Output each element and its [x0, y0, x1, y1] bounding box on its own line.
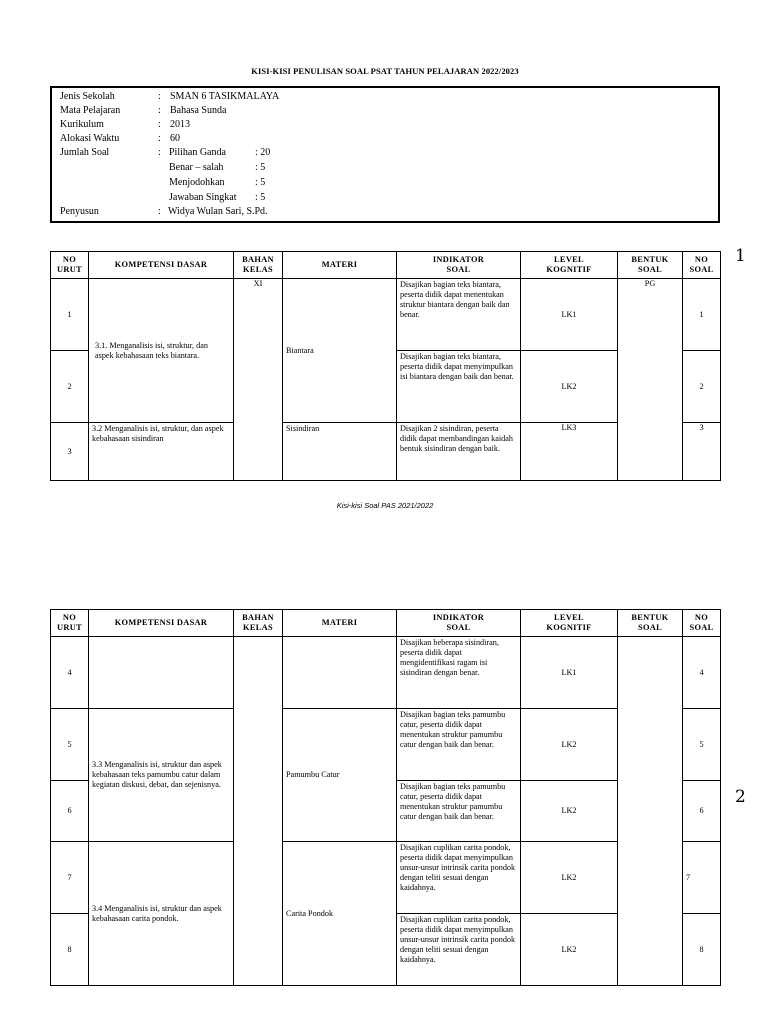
header-bahan-kelas: BAHAN KELAS [234, 252, 283, 279]
cell-materi: Biantara [283, 279, 397, 423]
cell-level-kognitif: LK1 [521, 637, 618, 709]
cell-no-soal: 4 [683, 637, 721, 709]
cell-level-kognitif: LK2 [521, 709, 618, 781]
cell-indikator: Disajikan bagian teks biantara, peserta didik dapat menentukan struktur biantara dengan baik dan benar. [397, 279, 521, 351]
cell-level-kognitif: LK2 [521, 842, 618, 914]
table-row [51, 637, 721, 709]
cell-level-kognitif: LK3 [521, 423, 618, 481]
header-bentuk-soal: BENTUK SOAL [618, 252, 683, 279]
cell-no-urut: 4 [51, 637, 89, 709]
cell-no-urut: 6 [51, 781, 89, 842]
cell-level-kognitif: LK1 [521, 279, 618, 351]
header-no-urut: NO URUT [51, 610, 89, 637]
cell-kompetensi-dasar: 3.3 Menganalisis isi, struktur dan aspek kebahasaan teks pamumbu catur dalam kegiatan diskusi, debat, dan sejenisnya. [89, 709, 234, 842]
cell-kompetensi-dasar [89, 637, 234, 709]
header-level-kognitif: LEVEL KOGNITIF [521, 252, 618, 279]
table-row [51, 279, 721, 351]
header-no-soal: NO SOAL [683, 610, 721, 637]
cell-no-soal: 3 [683, 423, 721, 481]
header-bahan-kelas: BAHAN KELAS [234, 610, 283, 637]
page-footer: Kisi-kisi Soal PAS 2021/2022 [336, 501, 434, 510]
cell-bentuk-soal [618, 637, 683, 986]
cell-indikator: Disajikan beberapa sisindiran, peserta didik dapat mengidentifikasi ragam isi sisindiran dengan benar. [397, 637, 521, 709]
kisi-kisi-table-2 [50, 609, 721, 986]
cell-indikator: Disajikan 2 sisindiran, peserta didik dapat membandingan kaidah bentuk sisindiran dengan baik. [397, 423, 521, 481]
cell-materi: Sisindiran [283, 423, 397, 481]
cell-kompetensi-dasar: 3.1. Menganalisis isi, struktur, dan aspek kebahasaan teks biantara. [89, 279, 234, 423]
header-indikator-soal: INDIKATOR SOAL [397, 610, 521, 637]
cell-indikator: Disajikan cuplikan carita pondok, peserta didik dapat menyimpulkan unsur-unsur intrinsik carita pondok dengan teliti sesuai dengan kaidahnya. [397, 914, 521, 986]
identity-box: Jenis Sekolah : SMAN 6 TASIKMALAYA Mata Pelajaran : Bahasa Sunda Kurikulum : 2013 Alokasi Waktu : 60 Jumlah Soal : Pilihan Ganda : 20 Benar – salah : 5 Menjodohkan : 5 Jawaban Singkat : 5 Penyusun : Widya Wulan Sari, S.Pd. [50, 86, 720, 223]
page-number-1: 1 [735, 246, 746, 266]
cell-no-urut: 3 [51, 423, 89, 481]
cell-no-urut: 1 [51, 279, 89, 351]
cell-no-urut: 7 [51, 842, 89, 914]
cell-kompetensi-dasar: 3.4 Menganalisis isi, struktur dan aspek kebahasaan carita pondok. [89, 842, 234, 986]
cell-indikator: Disajikan bagian teks pamumbu catur, peserta didik dapat menentukan struktur pamumbu catur dengan baik dan benar. [397, 709, 521, 781]
cell-no-soal: 1 [683, 279, 721, 351]
cell-no-soal: 5 [683, 709, 721, 781]
cell-materi: Pamumbu Catur [283, 709, 397, 842]
table-header-row [51, 610, 721, 637]
header-kompetensi-dasar: KOMPETENSI DASAR [89, 252, 234, 279]
page-number-2: 2 [735, 787, 746, 807]
header-bentuk-soal: BENTUK SOAL [618, 610, 683, 637]
header-kompetensi-dasar: KOMPETENSI DASAR [89, 610, 234, 637]
cell-materi [283, 637, 397, 709]
kisi-kisi-table-1 [50, 251, 721, 481]
table-header-row [51, 252, 721, 279]
header-indikator-soal: INDIKATOR SOAL [397, 252, 521, 279]
document-title: KISI-KISI PENULISAN SOAL PSAT TAHUN PELAJARAN 2022/2023 [251, 66, 519, 76]
cell-level-kognitif: LK2 [521, 351, 618, 423]
header-level-kognitif: LEVEL KOGNITIF [521, 610, 618, 637]
header-materi: MATERI [283, 252, 397, 279]
cell-no-soal: 2 [683, 351, 721, 423]
cell-no-soal: 8 [683, 914, 721, 986]
cell-no-soal: 7 [683, 842, 721, 914]
cell-no-urut: 5 [51, 709, 89, 781]
header-no-soal: NO SOAL [683, 252, 721, 279]
cell-bahan-kelas: XI [234, 279, 283, 481]
cell-bahan-kelas [234, 637, 283, 986]
cell-kompetensi-dasar: 3.2 Menganalisis isi, struktur, dan aspek kebahasaan sisindiran [89, 423, 234, 481]
cell-bentuk-soal: PG [618, 279, 683, 481]
cell-indikator: Disajikan bagian teks biantara, peserta didik dapat menyimpulkan isi biantara dengan baik dan benar. [397, 351, 521, 423]
cell-no-urut: 2 [51, 351, 89, 423]
header-materi: MATERI [283, 610, 397, 637]
cell-indikator: Disajikan cuplikan carita pondok, peserta didik dapat menyimpulkan unsur-unsur intrinsik carita pondok dengan teliti sesuai dengan kaidahnya. [397, 842, 521, 914]
cell-no-urut: 8 [51, 914, 89, 986]
cell-materi: Carita Pondok [283, 842, 397, 986]
cell-no-soal: 6 [683, 781, 721, 842]
cell-level-kognitif: LK2 [521, 914, 618, 986]
cell-indikator: Disajikan bagian teks pamumbu catur, peserta didik dapat menentukan struktur pamumbu catur dengan baik dan benar. [397, 781, 521, 842]
cell-level-kognitif: LK2 [521, 781, 618, 842]
header-no-urut: NO URUT [51, 252, 89, 279]
